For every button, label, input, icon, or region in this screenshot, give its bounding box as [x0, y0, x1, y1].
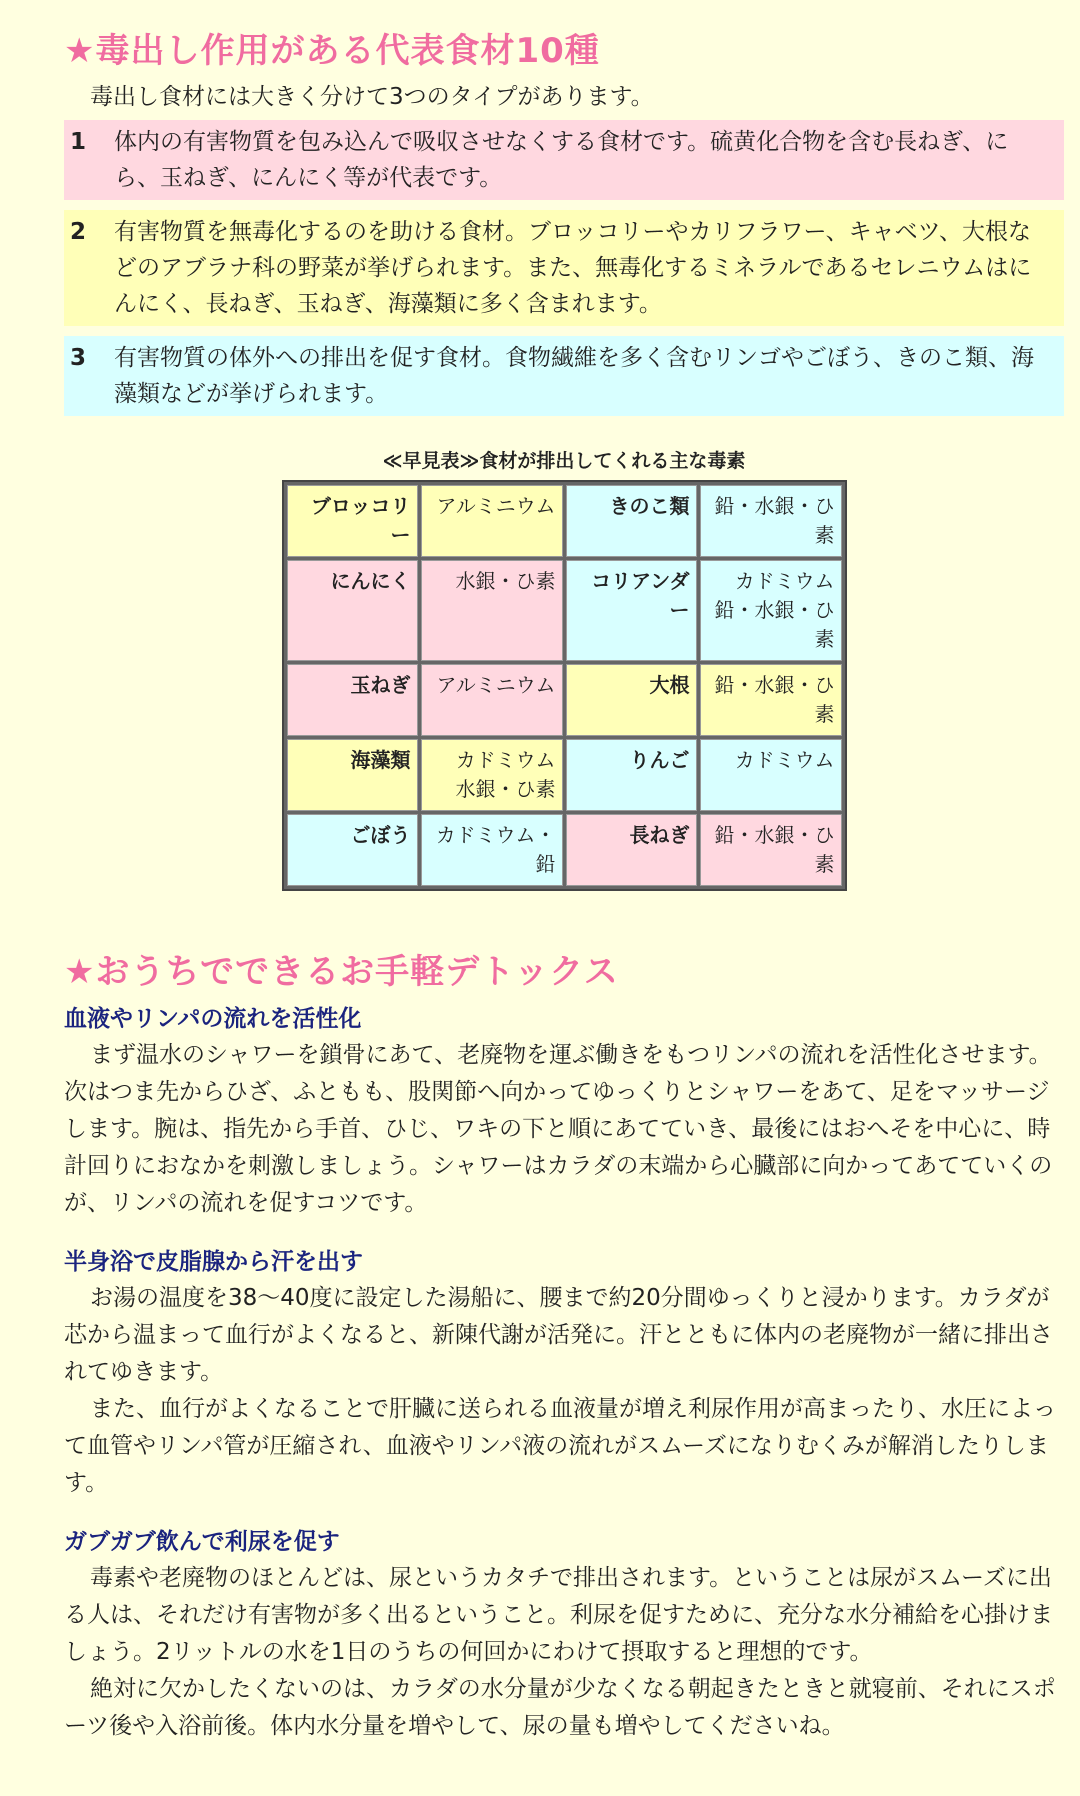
toxin-text: 鉛・水銀・ひ素 [714, 823, 835, 876]
food-cell: コリアンダー [566, 560, 697, 661]
article [64, 22, 1064, 1745]
toxin-text: アルミニウム [436, 494, 556, 518]
subheading-half-bath: 半身浴で皮脂腺から汗を出す [64, 1249, 363, 1275]
type-text: 有害物質の体外への排出を促す食材。食物繊維を多く含むリンゴやごぼう、きのこ類、海藻類などが挙げられます。 [114, 345, 1034, 407]
type-number: 1 [70, 129, 87, 155]
toxin-text: カドミウム [734, 748, 835, 772]
paragraph: 絶対に欠かしたくないのは、カラダの水分量が少なくなる朝起きたときと就寝前、それにスポーツ後や入浴前後。体内水分量を増やして、尿の量も増やしてくださいね。 [64, 1676, 1056, 1739]
type-number: 3 [70, 345, 87, 371]
intro-text: 毒出し食材には大きく分けて3つのタイプがあります。 [90, 84, 654, 110]
food-cell: ブロッコリー [287, 485, 418, 557]
toxin-cell [421, 560, 563, 661]
food-cell: りんご [566, 739, 697, 811]
toxin-text: 鉛・水銀・ひ素 [714, 598, 835, 651]
toxin-text: 鉛・水銀・ひ素 [714, 494, 835, 547]
toxin-cell [700, 664, 842, 736]
food-cell: 長ねぎ [566, 814, 697, 886]
section-title-home-detox: ★おうちでできるお手軽デトックス [64, 952, 619, 992]
food-cell: 海藻類 [287, 739, 418, 811]
type-text: 有害物質を無毒化するのを助ける食材。ブロッコリーやカリフラワー、キャベツ、大根などのアブラナ科の野菜が挙げられます。また、無毒化するミネラルであるセレニウムはにんにく、長ねぎ、玉ねぎ、海藻類に多く含まれます。 [114, 219, 1032, 317]
type-number: 2 [70, 219, 87, 245]
toxin-cell [421, 739, 563, 811]
toxin-text: アルミニウム [436, 673, 556, 697]
toxin-cell [700, 739, 842, 811]
type-item-1 [64, 120, 1064, 200]
toxin-cell [700, 485, 842, 557]
paragraph: お湯の温度を38〜40度に設定した湯船に、腰まで約20分間ゆっくりと浸かります。カラダが芯から温まって血行がよくなると、新陳代謝が活発に。汗とともに体内の老廃物が一緒に排出されてゆきます。 [64, 1285, 1053, 1385]
toxin-text: カドミウム [455, 748, 556, 772]
food-cell: きのこ類 [566, 485, 697, 557]
food-cell: 大根 [566, 664, 697, 736]
paragraph: 毒素や老廃物のほとんどは、尿というカタチで排出されます。ということは尿がスムーズに出る人は、それだけ有害物が多く出るということ。利尿を促すために、充分な水分補給を心掛けましょう。2リットルの水を1日のうちの何回かにわけて摂取すると理想的です。 [64, 1565, 1053, 1665]
toxin-text: 鉛・水銀・ひ素 [714, 673, 835, 726]
subheading-hydration: ガブガブ飲んで利尿を促す [64, 1529, 340, 1555]
type-item-2 [64, 210, 1064, 326]
type-item-3 [64, 336, 1064, 416]
toxin-cell [700, 814, 842, 886]
table-row [287, 664, 842, 736]
toxin-text: 水銀・ひ素 [455, 569, 556, 593]
table-row [287, 814, 842, 886]
toxin-cell [421, 664, 563, 736]
toxin-cell [421, 814, 563, 886]
table-caption: ≪早見表≫食材が排出してくれる主な毒素 [382, 450, 746, 472]
paragraph: また、血行がよくなることで肝臓に送られる血液量が増え利尿作用が高まったり、水圧によって血管やリンパ管が圧縮され、血液やリンパ液の流れがスムーズになりむくみが解消したりします。 [64, 1396, 1056, 1496]
subheading-lymph: 血液やリンパの流れを活性化 [64, 1006, 362, 1032]
paragraph: まず温水のシャワーを鎖骨にあて、老廃物を運ぶ働きをもつリンパの流れを活性化させます。次はつま先からひざ、ふともも、股関節へ向かってゆっくりとシャワーをあて、足をマッサージします。腕は、指先から手首、ひじ、ワキの下と順にあてていき、最後にはおへそを中心に、時計回りにおなかを刺激しましょう。シャワーはカラダの末端から心臓部に向かってあてていくのが、リンパの流れを促すコツです。 [64, 1042, 1053, 1216]
quick-reference-table-wrap [64, 446, 1064, 891]
toxin-text: 水銀・ひ素 [455, 777, 556, 801]
toxin-cell [421, 485, 563, 557]
table-row [287, 560, 842, 661]
table-row [287, 485, 842, 557]
section-title-detox-foods: ★毒出し作用がある代表食材10種 [64, 31, 600, 71]
type-text: 体内の有害物質を包み込んで吸収させなくする食材です。硫黄化合物を含む長ねぎ、にら、玉ねぎ、にんにく等が代表です。 [114, 129, 1009, 191]
table-row [287, 739, 842, 811]
food-cell: ごぼう [287, 814, 418, 886]
food-cell: 玉ねぎ [287, 664, 418, 736]
toxin-text: カドミウム [734, 569, 835, 593]
toxin-table [282, 480, 847, 891]
food-cell: にんにく [287, 560, 418, 661]
toxin-text: カドミウム・鉛 [435, 823, 556, 876]
toxin-cell [700, 560, 842, 661]
